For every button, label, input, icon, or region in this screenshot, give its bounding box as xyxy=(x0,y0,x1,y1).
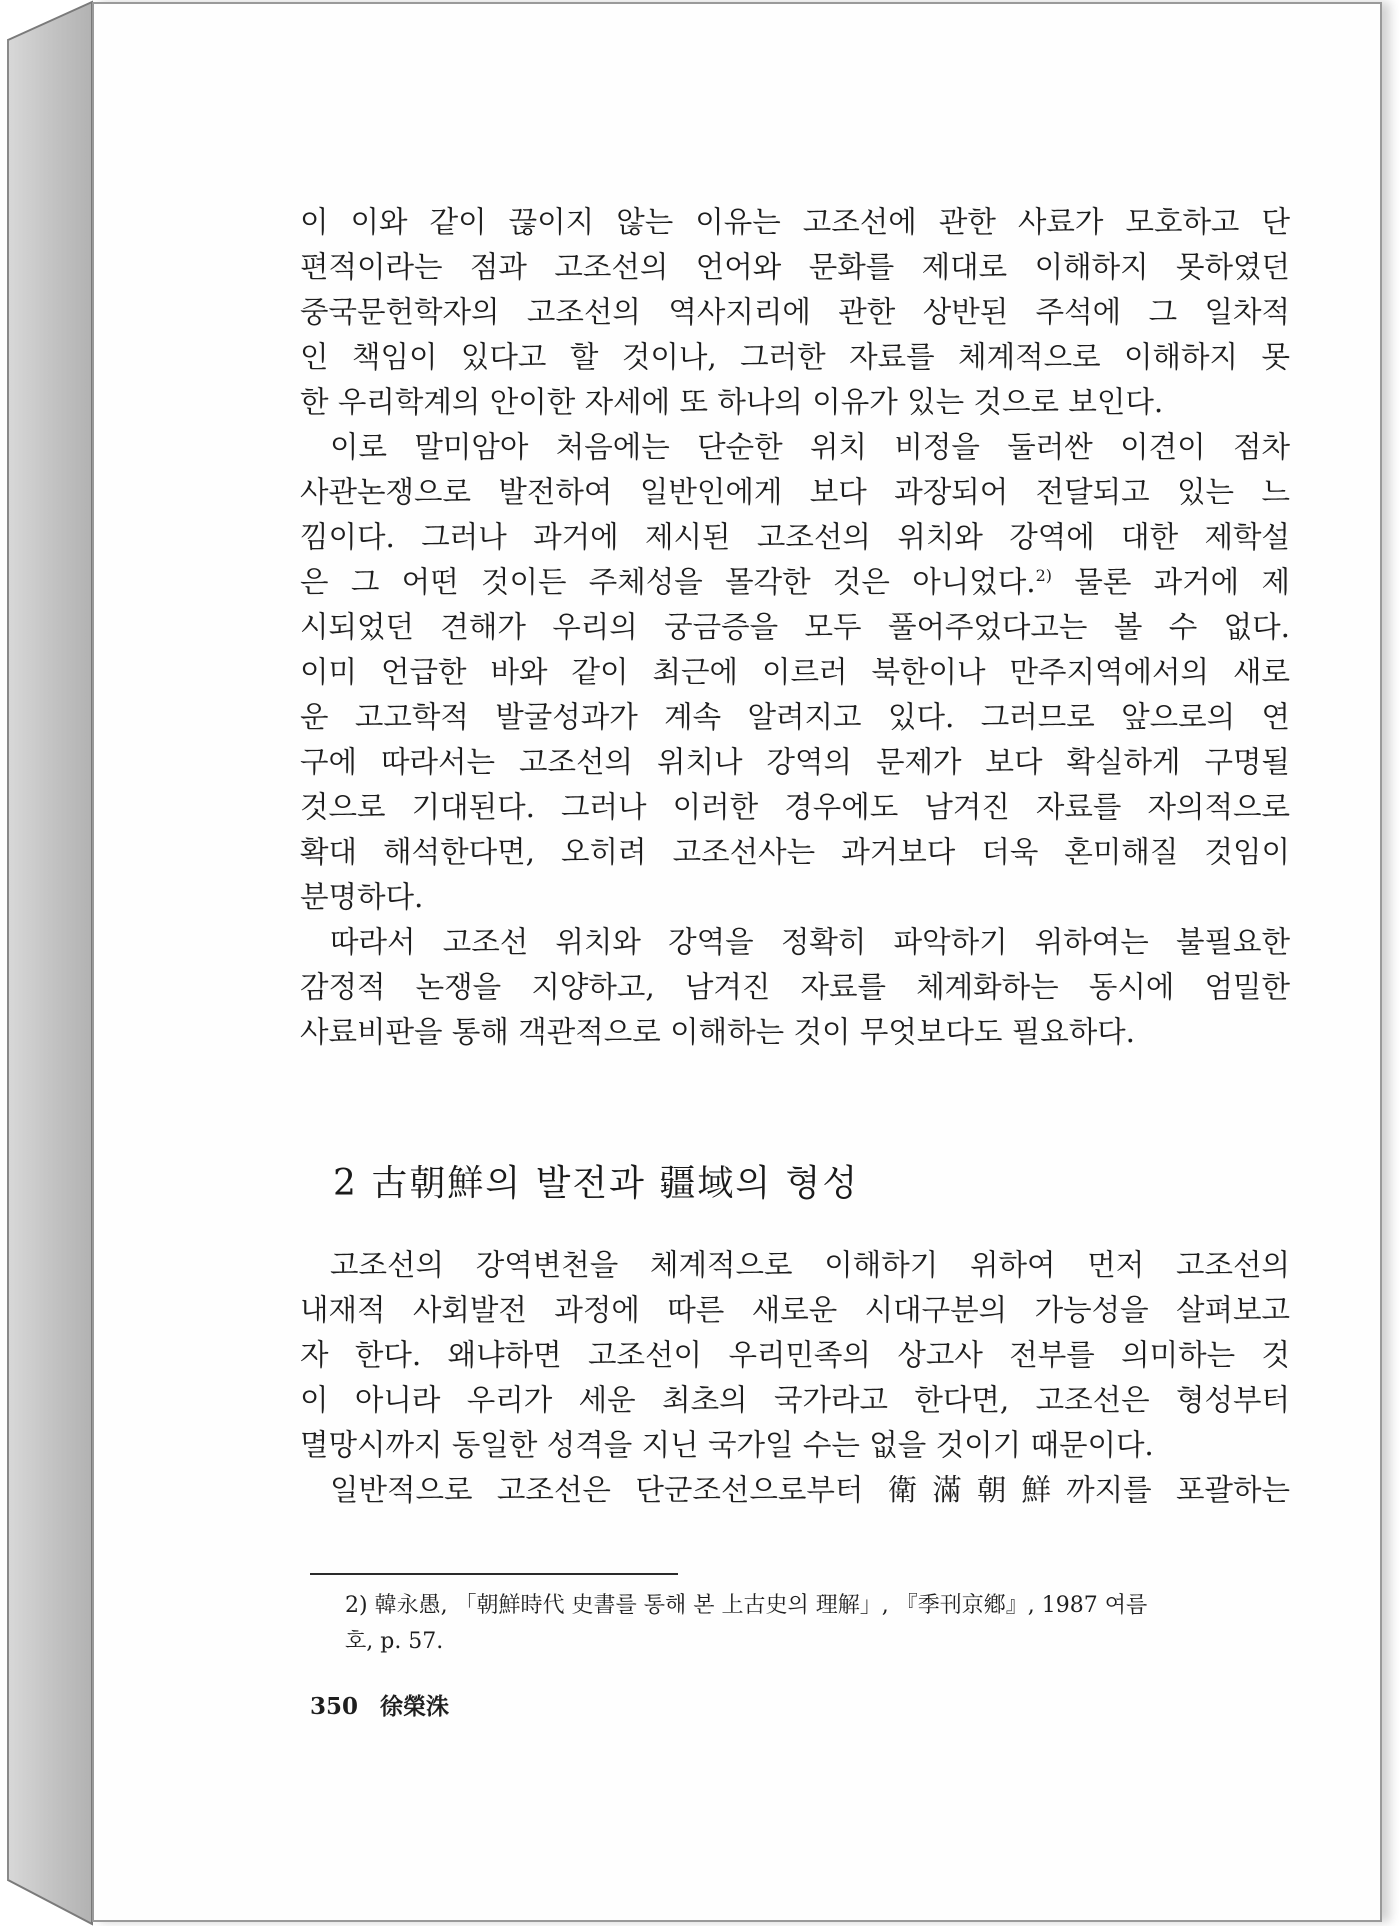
footnote-line: 호, p. 57. xyxy=(345,1629,444,1654)
text-line: 인 책임이 있다고 할 것이나, 그러한 자료를 체계적으로 이해하지 못 xyxy=(300,340,1290,374)
footnote xyxy=(345,1588,1290,1660)
page-footer xyxy=(310,1688,471,1721)
text-line: 이로 말미암아 처음에는 단순한 위치 비정을 둘러싼 이견이 점차 xyxy=(330,430,1290,464)
text-line: 이 이와 같이 끊이지 않는 이유는 고조선에 관한 사료가 모호하고 단 xyxy=(300,205,1290,239)
text-line: 편적이라는 점과 고조선의 언어와 문화를 제대로 이해하지 못하였던 xyxy=(300,250,1290,284)
body-text-bottom xyxy=(300,1243,1290,1513)
text-line: 고조선의 강역변천을 체계적으로 이해하기 위하여 먼저 고조선의 xyxy=(330,1248,1290,1282)
text-line: 한 우리학계의 안이한 자세에 또 하나의 이유가 있는 것으로 보인다. xyxy=(300,385,1164,419)
text-line: 자 한다. 왜냐하면 고조선이 우리민족의 상고사 전부를 의미하는 것 xyxy=(300,1338,1290,1372)
text-line: 것으로 기대된다. 그러나 이러한 경우에도 남겨진 자료를 자의적으로 xyxy=(300,790,1290,824)
text-line-with-footnote xyxy=(300,560,1290,605)
text-line: 구에 따라서는 고조선의 위치나 강역의 문제가 보다 확실하게 구명될 xyxy=(300,745,1290,779)
text-line: 분명하다. xyxy=(300,880,424,914)
text-line: 사관논쟁으로 발전하여 일반인에게 보다 과장되어 전달되고 있는 느 xyxy=(300,475,1290,509)
text-line: 확대 해석한다면, 오히려 고조선사는 과거보다 더욱 혼미해질 것임이 xyxy=(300,835,1290,869)
text-line: 낌이다. 그러나 과거에 제시된 고조선의 위치와 강역에 대한 제학설 xyxy=(300,520,1290,554)
footnote-reference: 2) xyxy=(1035,566,1053,586)
text-segment: 은 그 어떤 것이든 주체성을 몰각한 것은 아니었다. xyxy=(300,565,1036,599)
footnote-line: 2) 韓永愚, 「朝鮮時代 史書를 통해 본 上古史의 理解」, 『季刊京鄕』, 1987 여름 xyxy=(345,1593,1148,1618)
text-line: 감정적 논쟁을 지양하고, 남겨진 자료를 체계화하는 동시에 엄밀한 xyxy=(300,970,1290,1004)
text-line: 따라서 고조선 위치와 강역을 정확히 파악하기 위하여는 불필요한 xyxy=(330,925,1290,959)
text-line: 시되었던 견해가 우리의 궁금증을 모두 풀어주었다고는 볼 수 없다. xyxy=(300,610,1290,644)
text-line: 내재적 사회발전 과정에 따른 새로운 시대구분의 가능성을 살펴보고 xyxy=(300,1293,1290,1327)
text-line: 중국문헌학자의 고조선의 역사지리에 관한 상반된 주석에 그 일차적 xyxy=(300,295,1290,329)
section-heading: 2 古朝鮮의 발전과 疆域의 형성 xyxy=(333,1163,860,1204)
text-line: 이미 언급한 바와 같이 최근에 이르러 북한이나 만주지역에서의 새로 xyxy=(300,655,1290,689)
footnote-divider xyxy=(310,1573,678,1575)
body-text-top xyxy=(300,200,1290,1055)
text-line: 일반적으로 고조선은 단군조선으로부터 衛滿朝鮮까지를 포괄하는 xyxy=(330,1473,1290,1507)
book-spine-shape xyxy=(8,2,92,1924)
text-line: 운 고고학적 발굴성과가 계속 알려지고 있다. 그러므로 앞으로의 연 xyxy=(300,700,1290,734)
text-line: 멸망시까지 동일한 성격을 지닌 국가일 수는 없을 것이기 때문이다. xyxy=(300,1428,1154,1462)
page-number: 350 xyxy=(310,1693,359,1720)
text-line: 사료비판을 통해 객관적으로 이해하는 것이 무엇보다도 필요하다. xyxy=(300,1015,1136,1049)
text-line: 이 아니라 우리가 세운 최초의 국가라고 한다면, 고조선은 형성부터 xyxy=(300,1383,1290,1417)
author-name: 徐榮洙 xyxy=(380,1693,450,1720)
text-segment: 물론 과거에 제 xyxy=(1074,565,1290,599)
